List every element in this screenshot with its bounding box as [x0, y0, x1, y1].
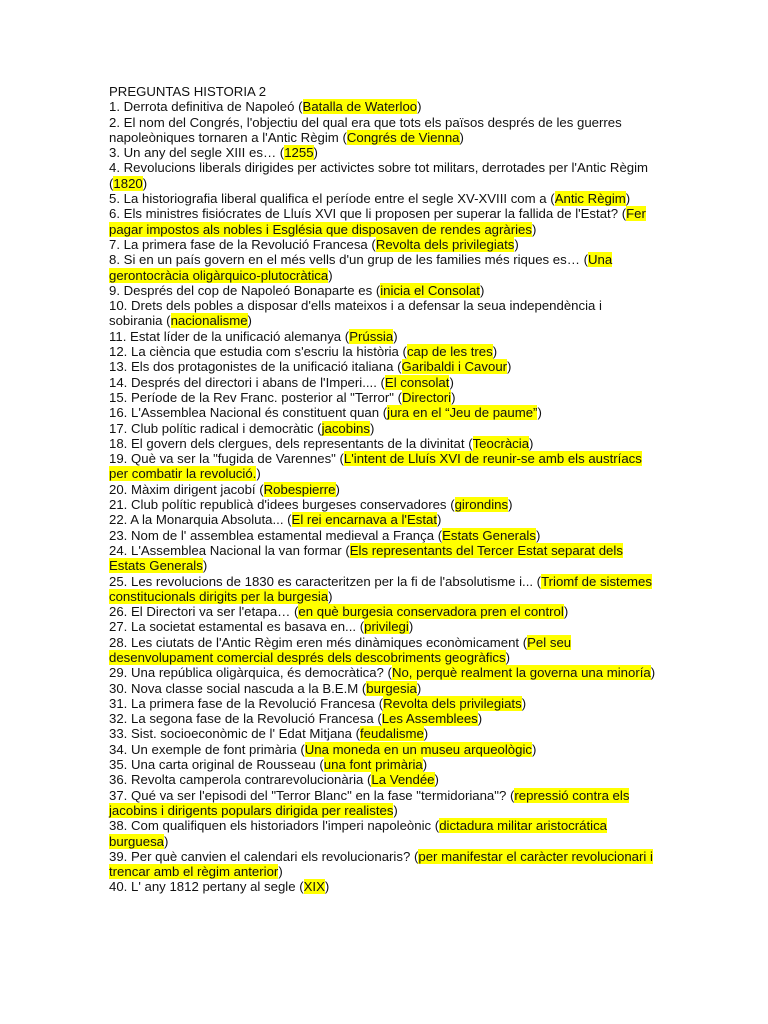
closing-paren: ) [164, 833, 169, 849]
question-item [109, 528, 659, 543]
closing-paren: ) [408, 619, 414, 635]
question-text: 27. La societat estamental es basava en... ( [109, 619, 365, 635]
closing-paren: ) [451, 389, 456, 405]
question-item [109, 788, 659, 819]
closing-paren: ) [514, 236, 519, 252]
question-text: 2. El nom del Congrés, l'objectiu del qual era que tots els països després de les guerres napoleòniques tornaren a l'Antic Règim ( [109, 114, 622, 145]
highlighted-answer: Teocràcia [472, 435, 530, 451]
closing-paren: ) [650, 665, 656, 681]
question-item [109, 99, 659, 114]
question-text: 34. Un exemple de font primària ( [109, 741, 305, 757]
closing-paren: ) [505, 649, 510, 665]
closing-paren: ) [422, 757, 428, 773]
question-item [109, 742, 659, 757]
highlighted-answer: Robespierre [263, 481, 336, 497]
question-item [109, 451, 659, 482]
question-text: 36. Revolta camperola contrarevolucionària ( [109, 772, 372, 788]
question-item [109, 359, 659, 374]
question-text: 16. L'Assemblea Nacional és constituent quan ( [109, 405, 388, 421]
question-text: 37. Qué va ser l'episodi del "Terror Blanc" en la fase "termidoriana"? ( [109, 787, 515, 803]
question-text: 10. Drets dels pobles a disposar d'ells mateixos i a defensar la seua independència i sobirania ( [109, 298, 602, 329]
closing-paren: ) [393, 802, 398, 818]
question-item [109, 665, 659, 680]
question-text: 33. Sist. socioeconòmic de l' Edat Mitjana ( [109, 726, 361, 742]
highlighted-answer: inicia el Consolat [380, 282, 480, 298]
closing-paren: ) [437, 512, 442, 528]
closing-paren: ) [535, 527, 541, 543]
highlighted-answer: burgesia [366, 680, 417, 696]
closing-paren: ) [529, 435, 534, 451]
highlighted-answer: privilegi [364, 619, 409, 635]
question-item [109, 772, 659, 787]
highlighted-answer: Revolta dels privilegiats [375, 236, 515, 252]
highlighted-answer: La Vendée [371, 772, 435, 788]
question-item [109, 115, 659, 146]
question-text: 22. A la Monarquia Absoluta... ( [109, 512, 292, 528]
highlighted-answer: XIX [303, 879, 325, 895]
question-item [109, 390, 659, 405]
question-item [109, 635, 659, 666]
highlighted-answer: Antic Règim [554, 191, 626, 207]
document-body [109, 84, 659, 895]
question-text: 23. Nom de l' assemblea estamental medieval a França ( [109, 527, 443, 543]
highlighted-answer: Fer pagar impostos als nobles i Església que disposaven de rendes agràries [109, 206, 646, 237]
highlighted-answer: una font primària [323, 757, 423, 773]
closing-paren: ) [521, 695, 527, 711]
highlighted-answer: repressió contra els jacobins i dirigents populars dirigida per realistes [109, 787, 630, 818]
closing-paren: ) [563, 604, 569, 620]
question-text: 24. L'Assemblea Nacional la van formar ( [109, 542, 350, 558]
highlighted-answer: per manifestar el caràcter revolucionari i trencar amb el règim anterior [109, 848, 653, 880]
question-text: 18. El govern dels clergues, dels representants de la divinitat ( [109, 435, 473, 451]
highlighted-answer: girondins [454, 497, 509, 513]
question-item [109, 711, 659, 726]
highlighted-answer: cap de les tres [406, 344, 493, 360]
closing-paren: ) [459, 129, 464, 145]
highlighted-answer: Els representants del Tercer Estat separat dels Estats Generals [109, 542, 623, 574]
highlighted-answer: Congrés de Vienna [346, 129, 460, 145]
closing-paren: ) [328, 588, 333, 604]
highlighted-answer: Les Assemblees [381, 711, 478, 727]
closing-paren: ) [507, 359, 512, 375]
question-text: 39. Per què canvien el calendari els revolucionaris? ( [109, 848, 419, 864]
question-text: 25. Les revolucions de 1830 es caracteritzen per la fi de l'absolutisme i... ( [109, 573, 542, 589]
closing-paren: ) [328, 267, 333, 283]
question-item [109, 375, 659, 390]
closing-paren: ) [247, 313, 252, 329]
closing-paren: ) [532, 741, 537, 757]
closing-paren: ) [417, 99, 422, 115]
highlighted-answer: feudalisme [360, 726, 424, 742]
question-text: 26. El Directori va ser l'etapa… ( [109, 604, 299, 620]
closing-paren: ) [423, 726, 429, 742]
closing-paren: ) [256, 466, 261, 482]
question-text: 9. Després del cop de Napoleó Bonaparte es ( [109, 282, 381, 298]
question-text: 15. Període de la Rev Franc. posterior al "Terror" ( [109, 389, 403, 405]
question-item [109, 405, 659, 420]
highlighted-answer: Una moneda en un museu arqueològic [304, 741, 532, 757]
highlighted-answer: en què burgesia conservadora pren el control [298, 604, 564, 620]
question-text: 8. Si en un país govern en el més vells d'un grup de les families més riques es… ( [109, 252, 588, 268]
question-item [109, 849, 659, 880]
highlighted-answer: 1820 [113, 175, 143, 191]
closing-paren: ) [508, 497, 513, 513]
question-item [109, 298, 659, 329]
question-item [109, 726, 659, 741]
document-title: PREGUNTAS HISTORIA 2 [109, 84, 267, 99]
closing-paren: ) [142, 175, 148, 191]
highlighted-answer: Estats Generals [442, 527, 536, 543]
question-item [109, 237, 659, 252]
closing-paren: ) [492, 344, 498, 360]
question-item [109, 818, 659, 849]
question-item [109, 757, 659, 772]
question-item [109, 421, 659, 436]
question-text: 31. La primera fase de la Revolució Francesa ( [109, 695, 384, 711]
highlighted-answer: Triomf de sistemes constitucionals dirigits per la burgesia [109, 573, 652, 604]
closing-paren: ) [202, 558, 208, 574]
question-text: 7. La primera fase de la Revolució Francesa ( [109, 236, 376, 252]
highlighted-answer: Revolta dels privilegiats [383, 695, 522, 711]
question-list [109, 99, 659, 894]
closing-paren: ) [532, 221, 537, 237]
question-text: 14. Després del directori i abans de l'Imperi.... ( [109, 374, 385, 390]
highlighted-answer: Pel seu desenvolupament comercial després dels descobriments geogràfics [109, 634, 572, 665]
highlighted-answer: jacobins [321, 420, 370, 436]
question-text: 20. Màxim dirigent jacobí ( [109, 481, 264, 497]
closing-paren: ) [335, 481, 340, 497]
closing-paren: ) [449, 374, 454, 390]
question-text: 30. Nova classe social nascuda a la B.E.M ( [109, 680, 367, 696]
question-text: 17. Club polític radical i democràtic ( [109, 420, 322, 436]
closing-paren: ) [434, 772, 439, 788]
question-item [109, 283, 659, 298]
question-item [109, 497, 659, 512]
closing-paren: ) [324, 879, 330, 895]
closing-paren: ) [625, 191, 631, 207]
question-item [109, 252, 659, 283]
highlighted-answer: 1255 [284, 145, 314, 161]
question-item [109, 696, 659, 711]
question-text: 13. Els dos protagonistes de la unificació italiana ( [109, 359, 402, 375]
question-item [109, 512, 659, 527]
highlighted-answer: nacionalisme [170, 313, 248, 329]
highlighted-answer: El consolat [384, 374, 450, 390]
highlighted-answer: No, perquè realment la governa una minoría [391, 665, 651, 681]
question-item [109, 604, 659, 619]
question-item [109, 206, 659, 237]
question-text: 5. La historiografia liberal qualifica el període entre el segle XV-XVIII com a ( [109, 191, 555, 207]
closing-paren: ) [416, 680, 422, 696]
highlighted-answer: Directori [402, 389, 452, 405]
question-text: 11. Estat líder de la unificació alemanya ( [109, 328, 350, 344]
highlighted-answer: El rei encarnava a l'Estat [291, 512, 438, 528]
question-text: 28. Les ciutats de l'Antic Règim eren més dinàmiques econòmicament ( [109, 634, 528, 650]
highlighted-answer: L'intent de Lluís XVI de reunir-se amb els austríacs per combatir la revolució. [109, 451, 642, 482]
question-item [109, 619, 659, 634]
question-text: 35. Una carta original de Rousseau ( [109, 757, 324, 773]
closing-paren: ) [393, 328, 398, 344]
question-text: 40. L' any 1812 pertany al segle ( [109, 879, 304, 895]
question-text: 1. Derrota definitiva de Napoleó ( [109, 99, 303, 115]
question-item [109, 191, 659, 206]
closing-paren: ) [479, 282, 485, 298]
question-item [109, 543, 659, 574]
question-item [109, 344, 659, 359]
question-text: 32. La segona fase de la Revolució Francesa ( [109, 711, 382, 727]
closing-paren: ) [477, 711, 483, 727]
question-item [109, 482, 659, 497]
highlighted-answer: Batalla de Waterloo [302, 99, 418, 115]
question-item [109, 329, 659, 344]
question-item [109, 879, 659, 894]
question-text: 6. Els ministres fisiócrates de Lluís XVI que li proposen per superar la fallida de l'Estat? ( [109, 206, 627, 222]
highlighted-answer: Prússia [349, 328, 394, 344]
question-text: 19. Què va ser la "fugida de Varennes" ( [109, 451, 344, 467]
highlighted-answer: Garibaldi i Cavour [401, 359, 508, 375]
highlighted-answer: Una gerontocràcia oligàrquico-plutocràtica [109, 252, 613, 283]
closing-paren: ) [313, 145, 318, 161]
question-text: 21. Club polític republicà d'idees burgeses conservadores ( [109, 497, 455, 513]
question-text: 3. Un any del segle XIII es… ( [109, 145, 285, 161]
question-item [109, 436, 659, 451]
question-text: 12. La ciència que estudia com s'escriu la història ( [109, 344, 407, 360]
question-item [109, 574, 659, 605]
question-text: 38. Com qualifiquen els historiadors l'imperi napoleònic ( [109, 818, 440, 834]
question-item [109, 160, 659, 191]
question-text: 4. Revolucions liberals dirigides per activictes sobre tot militars, derrotades per l'Antic Règim ( [109, 160, 649, 191]
highlighted-answer: dictadura militar aristocrática burguesa [109, 818, 608, 849]
closing-paren: ) [537, 405, 542, 421]
question-item [109, 145, 659, 160]
closing-paren: ) [369, 420, 375, 436]
question-item [109, 681, 659, 696]
highlighted-answer: jura en el “Jeu de paume” [387, 405, 538, 421]
closing-paren: ) [278, 864, 283, 880]
question-text: 29. Una república oligàrquica, és democràtica? ( [109, 665, 392, 681]
